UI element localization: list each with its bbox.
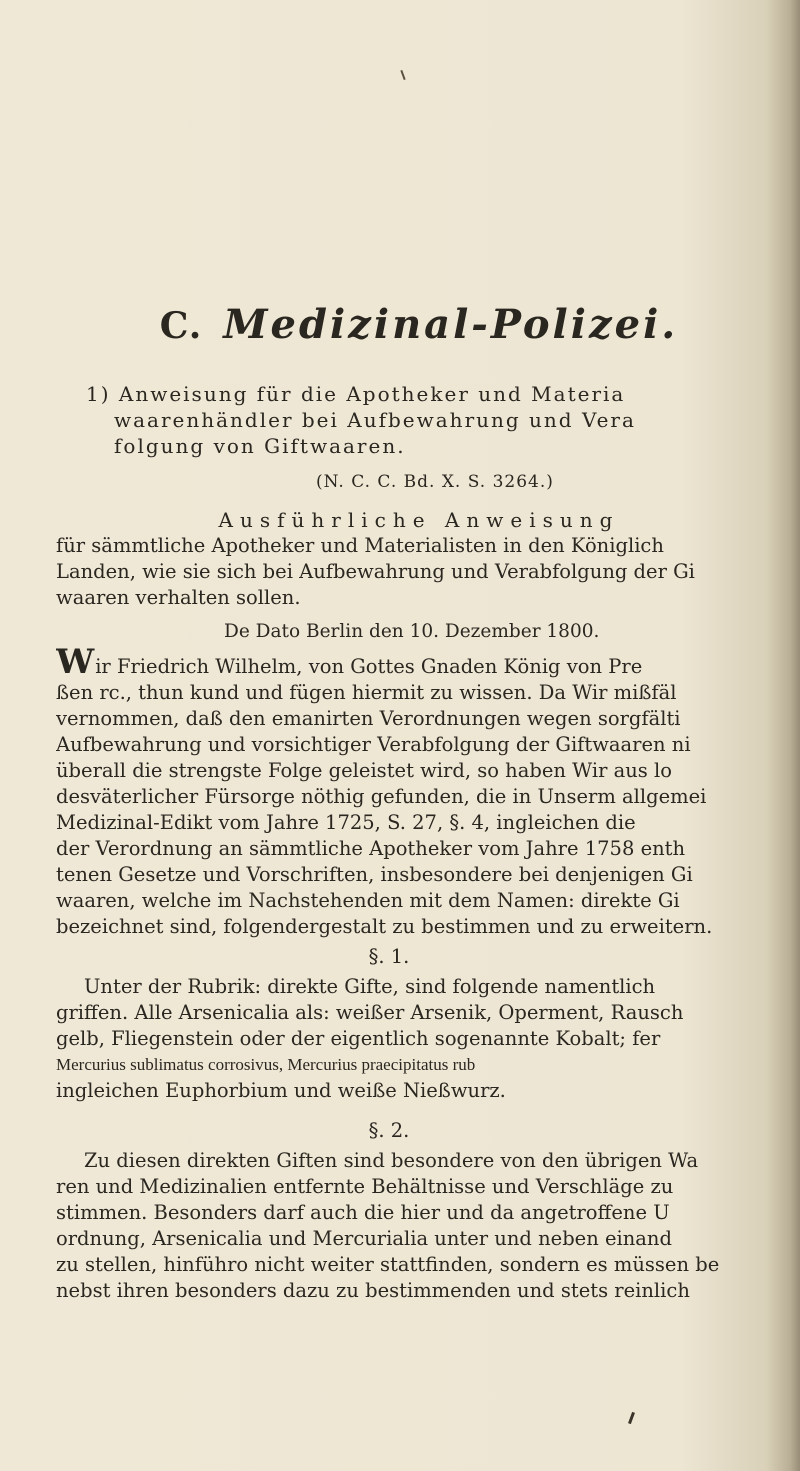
page-content	[56, 300, 782, 1304]
section-1-text: Unter der Rubrik: direkte Gifte, sind folgende namentlich griffen. Alle Arsenicalia als: weißer Arsenik, Operment, Rausch gelb, Fliegenstein oder der eigentlich sogenannte Kobalt; fer Mercurius sublimatus corrosivus, Mercurius praecipitatus rub ingleichen Euphorbium und weiße Nießwurz.	[56, 975, 684, 1102]
section-number-2: §. 2.	[368, 1119, 410, 1142]
section-2-text: Zu diesen direkten Giften sind besondere von den übrigen Wa ren und Medizinalien entfernte Behältnisse und Verschläge zu stimmen. Besonders darf auch die hier und da angetroffene U ordnung, Arsenicalia und Mercurialia unter und neben einand zu stellen, hinführo nicht weiter stattfinden, sondern es müssen be nebst ihren besonders dazu zu bestimmenden und stets reinlich	[56, 1149, 720, 1302]
section-name: Medizinal-Polizei.	[223, 301, 679, 348]
ordinance-title: Ausführliche Anweisung	[218, 508, 620, 532]
section-number-1: §. 1.	[368, 945, 410, 968]
section-letter: C.	[159, 305, 203, 347]
preamble-paragraph: Wir Friedrich Wilhelm, von Gottes Gnaden König von Pre ßen rc., thun kund und fügen hiermit zu wissen. Da Wir mißfäl vernommen, daß den emanirten Verordnungen wegen sorgfälti Aufbewahrung und vorsichtiger Verabfolgung der Giftwaaren ni überall die strengste Folge geleistet wird, so haben Wir aus lo desväterlicher Fürsorge nöthig gefunden, die in Unserm allgemei Medizinal-Edikt vom Jahre 1725, S. 27, §. 4, ingleichen die der Verordnung an sämmtliche Apotheker vom Jahre 1758 enth tenen Gesetze und Vorschriften, insbesondere bei denjenigen Gi waaren, welche im Nachstehenden mit dem Namen: direkte Gi bezeichnet sind, folgendergestalt zu bestimmen und zu erweitern.	[56, 642, 713, 938]
source-reference: (N. C. C. Bd. X. S. 3264.)	[316, 472, 554, 492]
section-title	[56, 300, 782, 351]
date-line: De Dato Berlin den 10. Dezember 1800.	[224, 621, 600, 642]
print-mark-bottom	[628, 1412, 635, 1424]
ordinance-intro: für sämmtliche Apotheker und Materialisten in den Königlich Landen, wie sie sich bei Aufbewahrung und Verabfolgung der Gi waaren verhalten sollen.	[56, 534, 695, 609]
item-heading: 1) Anweisung für die Apotheker und Materia waarenhändler bei Aufbewahrung und Vera folgung von Giftwaaren.	[86, 382, 636, 458]
drop-initial: W	[56, 642, 96, 682]
print-mark	[400, 70, 405, 80]
